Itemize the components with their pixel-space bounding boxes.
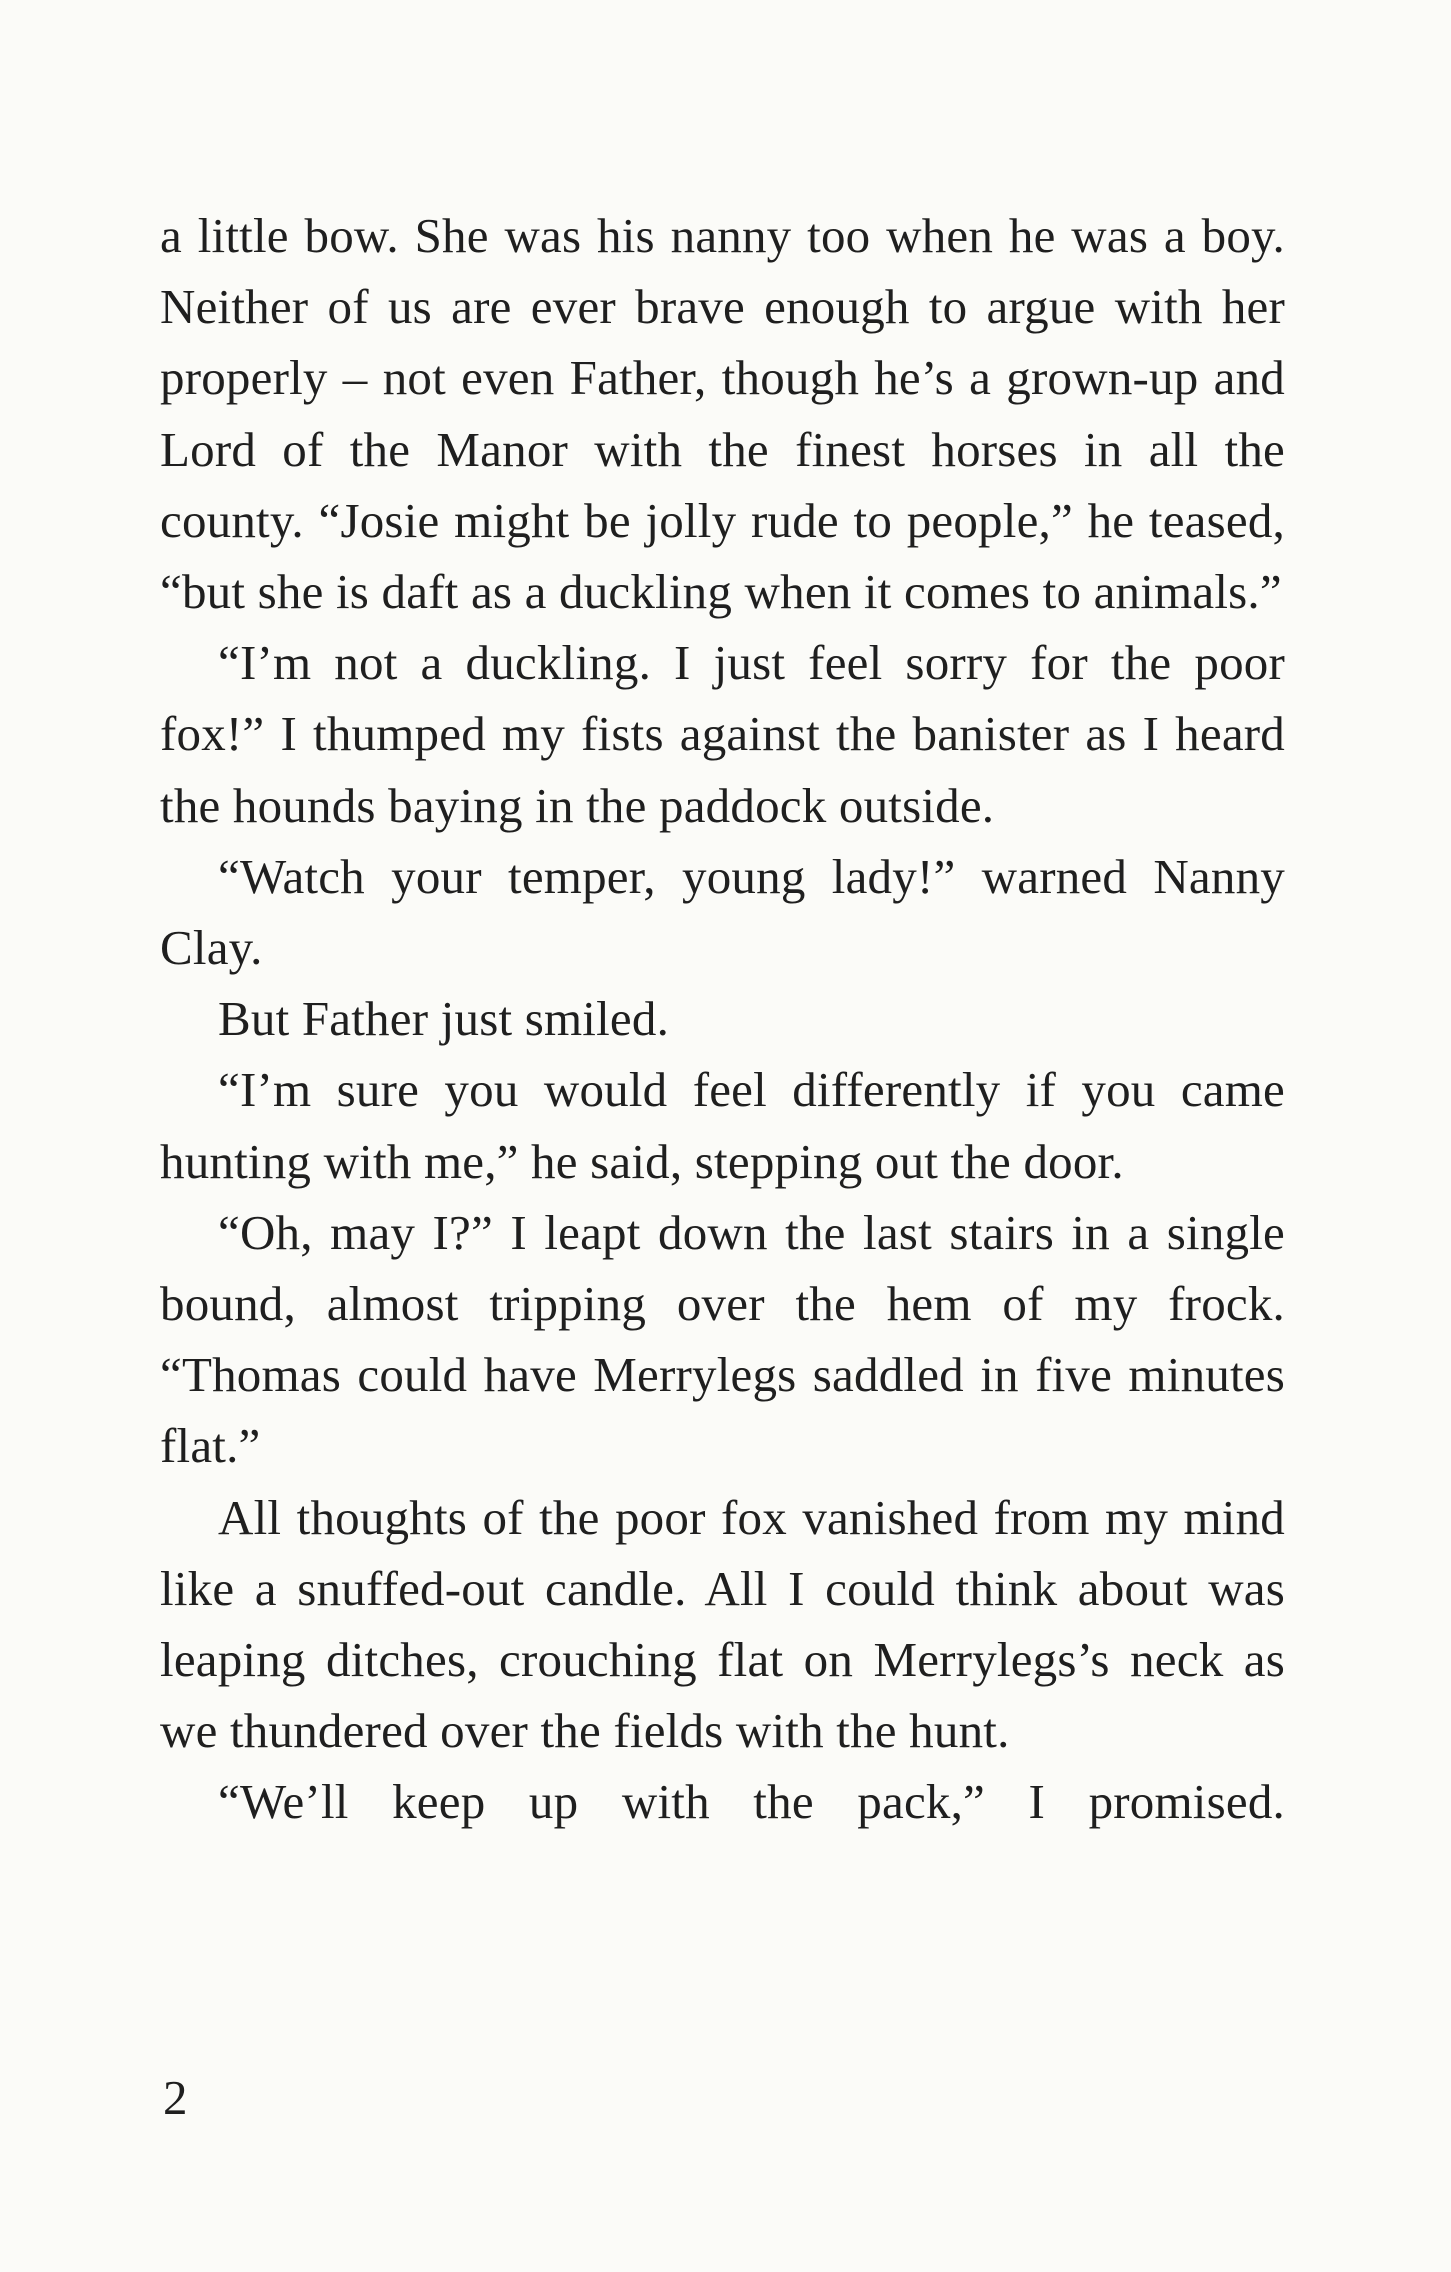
- paragraph: “We’ll keep up with the pack,” I promised.: [218, 1774, 1285, 1830]
- page-number: 2: [163, 2070, 188, 2125]
- paragraph: “Watch your temper, young lady!” warned Nanny Clay.: [160, 848, 1285, 976]
- paragraph: “I’m not a duckling. I just feel sorry for the poor fox!” I thumped my fists against the banister as I heard the hounds baying in the paddock outside.: [160, 635, 1285, 833]
- paragraph: But Father just smiled.: [218, 991, 670, 1047]
- paragraph: All thoughts of the poor fox vanished from my mind like a snuffed-out candle. All I could think about was leaping ditches, crouching flat on Merrylegs’s neck as we thundered over the fields with the hunt.: [160, 1489, 1285, 1759]
- body-text: [160, 200, 1285, 1838]
- paragraph: a little bow. She was his nanny too when he was a boy. Neither of us are ever brave enough to argue with her properly – not even Father, though he’s a grown-up and Lord of the Manor with the finest horses in all the county. “Josie might be jolly rude to people,” he teased, “but she is daft as a duckling when it comes to animals.”: [160, 208, 1285, 620]
- paragraph: “Oh, may I?” I leapt down the last stairs in a single bound, almost tripping over the hem of my frock. “Thomas could have Merrylegs saddled in five minutes flat.”: [160, 1204, 1285, 1474]
- paragraph: “I’m sure you would feel differently if you came hunting with me,” he said, stepping out the door.: [160, 1062, 1285, 1189]
